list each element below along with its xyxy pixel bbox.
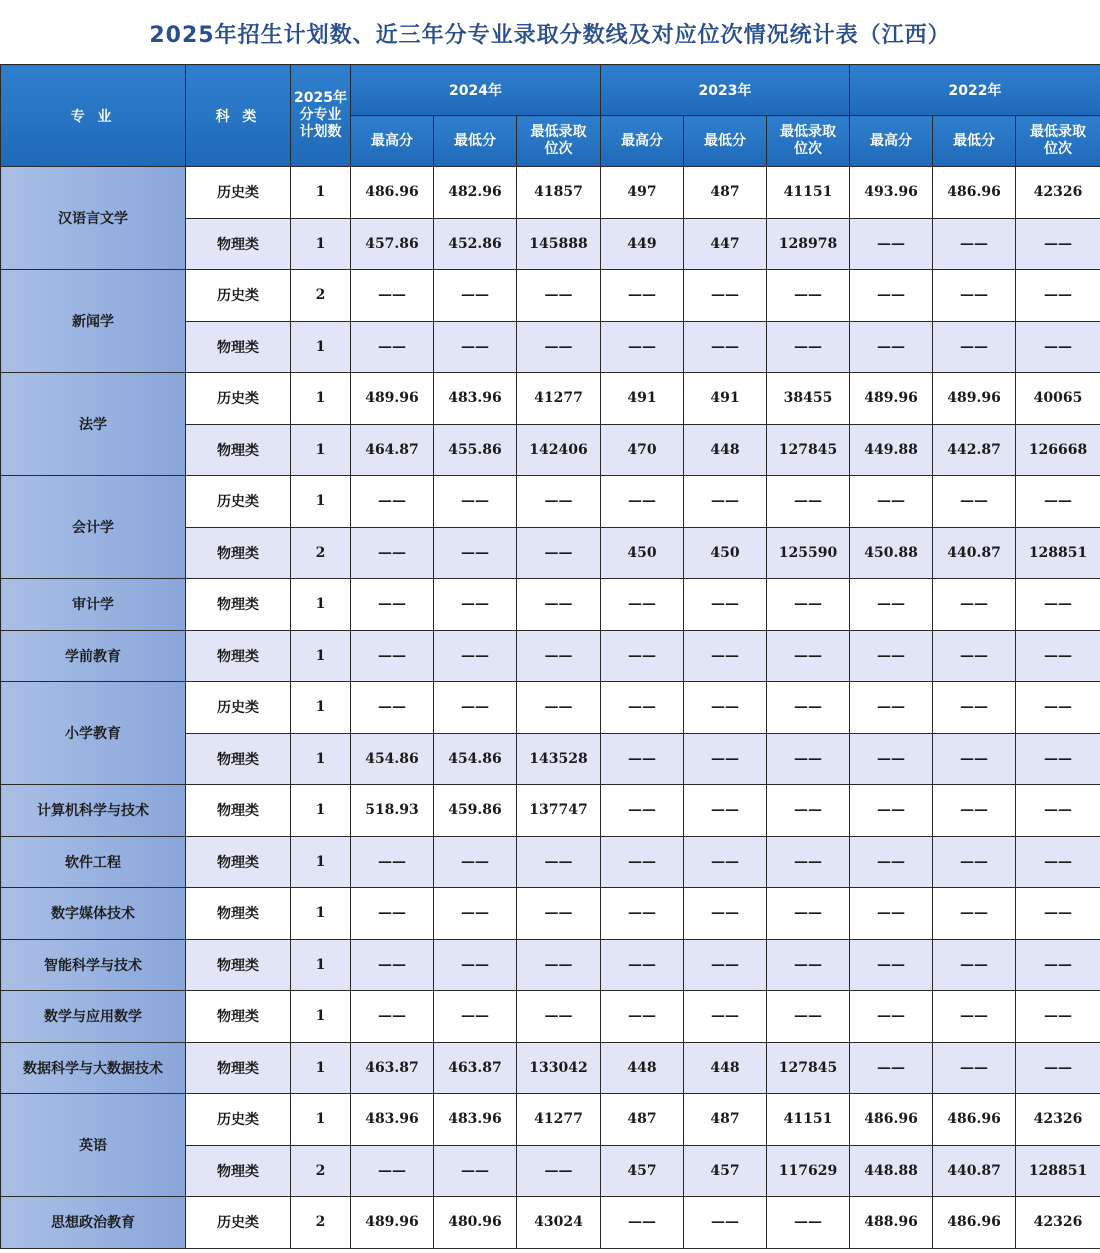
header-plan-line1: 2025年 xyxy=(294,90,347,106)
subject-category: 物理类 xyxy=(186,836,291,888)
plan-count: 2 xyxy=(291,1145,351,1197)
plan-count: 1 xyxy=(291,888,351,940)
table-row xyxy=(1,991,1100,1043)
min-rank-cell: —— xyxy=(767,270,850,322)
header-min-rank-line1: 最低录取 xyxy=(780,124,837,140)
plan-count: 1 xyxy=(291,630,351,682)
min-score-cell: 487 xyxy=(684,1094,767,1146)
min-score-cell: —— xyxy=(434,991,517,1043)
max-score-cell: —— xyxy=(601,888,684,940)
min-rank-cell: —— xyxy=(767,1197,850,1249)
min-score-cell: —— xyxy=(933,682,1016,734)
subject-category: 物理类 xyxy=(186,218,291,270)
min-rank-cell: —— xyxy=(1016,1042,1100,1094)
min-rank-cell: —— xyxy=(767,630,850,682)
max-score-cell: —— xyxy=(351,991,434,1043)
max-score-cell: 487 xyxy=(601,1094,684,1146)
plan-count: 1 xyxy=(291,424,351,476)
header-category: 科 类 xyxy=(186,65,291,167)
min-score-cell: —— xyxy=(684,476,767,528)
major-name: 智能科学与技术 xyxy=(1,939,186,991)
min-score-cell: —— xyxy=(684,270,767,322)
min-score-cell: 483.96 xyxy=(434,373,517,425)
min-score-cell: —— xyxy=(933,785,1016,837)
max-score-cell: —— xyxy=(351,939,434,991)
major-name: 新闻学 xyxy=(1,270,186,373)
min-rank-cell: 125590 xyxy=(767,527,850,579)
min-score-cell: 448 xyxy=(684,424,767,476)
max-score-cell: —— xyxy=(850,682,933,734)
subject-category: 历史类 xyxy=(186,1197,291,1249)
header-min-rank-line1: 最低录取 xyxy=(1030,124,1087,140)
min-rank-cell: 137747 xyxy=(517,785,601,837)
subject-category: 物理类 xyxy=(186,424,291,476)
min-score-cell: 452.86 xyxy=(434,218,517,270)
table-body xyxy=(1,167,1100,1249)
min-score-cell: —— xyxy=(933,888,1016,940)
min-rank-cell: 41151 xyxy=(767,167,850,219)
min-score-cell: 487 xyxy=(684,167,767,219)
table-row xyxy=(1,888,1100,940)
max-score-cell: —— xyxy=(351,476,434,528)
plan-count: 1 xyxy=(291,321,351,373)
header-min-rank xyxy=(517,116,601,167)
major-name: 数字媒体技术 xyxy=(1,888,186,940)
min-score-cell: 450 xyxy=(684,527,767,579)
min-score-cell: 455.86 xyxy=(434,424,517,476)
min-rank-cell: 117629 xyxy=(767,1145,850,1197)
min-score-cell: 491 xyxy=(684,373,767,425)
table-row xyxy=(1,682,1100,734)
subject-category: 历史类 xyxy=(186,167,291,219)
max-score-cell: —— xyxy=(351,270,434,322)
subject-category: 物理类 xyxy=(186,527,291,579)
subject-category: 历史类 xyxy=(186,1094,291,1146)
min-rank-cell: —— xyxy=(767,991,850,1043)
min-rank-cell: 128978 xyxy=(767,218,850,270)
max-score-cell: —— xyxy=(351,321,434,373)
max-score-cell: 449 xyxy=(601,218,684,270)
max-score-cell: 483.96 xyxy=(351,1094,434,1146)
subject-category: 物理类 xyxy=(186,785,291,837)
max-score-cell: 464.87 xyxy=(351,424,434,476)
header-max-score: 最高分 xyxy=(850,116,933,167)
table-row xyxy=(1,373,1100,425)
min-rank-cell: —— xyxy=(1016,991,1100,1043)
min-score-cell: —— xyxy=(434,939,517,991)
min-rank-cell: —— xyxy=(767,939,850,991)
major-name: 小学教育 xyxy=(1,682,186,785)
plan-count: 1 xyxy=(291,218,351,270)
subject-category: 历史类 xyxy=(186,682,291,734)
max-score-cell: 486.96 xyxy=(351,167,434,219)
max-score-cell: —— xyxy=(850,733,933,785)
table-row xyxy=(1,579,1100,631)
major-name: 数学与应用数学 xyxy=(1,991,186,1043)
min-rank-cell: 142406 xyxy=(517,424,601,476)
min-score-cell: 440.87 xyxy=(933,527,1016,579)
min-score-cell: 454.86 xyxy=(434,733,517,785)
subject-category: 物理类 xyxy=(186,630,291,682)
max-score-cell: 448.88 xyxy=(850,1145,933,1197)
major-name: 计算机科学与技术 xyxy=(1,785,186,837)
max-score-cell: —— xyxy=(601,785,684,837)
subject-category: 物理类 xyxy=(186,733,291,785)
min-score-cell: 457 xyxy=(684,1145,767,1197)
subject-category: 物理类 xyxy=(186,1042,291,1094)
max-score-cell: —— xyxy=(601,579,684,631)
min-rank-cell: —— xyxy=(767,579,850,631)
plan-count: 2 xyxy=(291,270,351,322)
min-score-cell: —— xyxy=(434,630,517,682)
max-score-cell: —— xyxy=(601,1197,684,1249)
max-score-cell: —— xyxy=(850,888,933,940)
min-score-cell: —— xyxy=(434,476,517,528)
max-score-cell: —— xyxy=(351,888,434,940)
min-rank-cell: —— xyxy=(1016,785,1100,837)
table-row xyxy=(1,785,1100,837)
plan-count: 1 xyxy=(291,1094,351,1146)
min-rank-cell: 42326 xyxy=(1016,1197,1100,1249)
plan-count: 1 xyxy=(291,1042,351,1094)
max-score-cell: —— xyxy=(850,991,933,1043)
min-rank-cell: —— xyxy=(517,476,601,528)
min-rank-cell: —— xyxy=(1016,476,1100,528)
major-name: 法学 xyxy=(1,373,186,476)
subject-category: 物理类 xyxy=(186,991,291,1043)
table-row xyxy=(1,167,1100,219)
min-rank-cell: —— xyxy=(517,888,601,940)
min-score-cell: —— xyxy=(684,991,767,1043)
max-score-cell: —— xyxy=(601,733,684,785)
max-score-cell: —— xyxy=(601,682,684,734)
min-score-cell: 480.96 xyxy=(434,1197,517,1249)
header-min-rank-line2: 位次 xyxy=(544,141,573,157)
min-rank-cell: —— xyxy=(1016,836,1100,888)
min-rank-cell: —— xyxy=(517,1145,601,1197)
min-score-cell: —— xyxy=(684,579,767,631)
page-title: 2025年招生计划数、近三年分专业录取分数线及对应位次情况统计表（江西） xyxy=(0,0,1100,66)
min-score-cell: —— xyxy=(434,888,517,940)
min-score-cell: —— xyxy=(933,579,1016,631)
table-row xyxy=(1,270,1100,322)
min-rank-cell: —— xyxy=(767,476,850,528)
max-score-cell: —— xyxy=(351,630,434,682)
min-score-cell: 442.87 xyxy=(933,424,1016,476)
min-rank-cell: 42326 xyxy=(1016,1094,1100,1146)
min-score-cell: —— xyxy=(933,630,1016,682)
header-year-2024: 2024年 xyxy=(351,65,601,116)
min-score-cell: 482.96 xyxy=(434,167,517,219)
max-score-cell: —— xyxy=(850,630,933,682)
plan-count: 1 xyxy=(291,991,351,1043)
min-rank-cell: —— xyxy=(1016,733,1100,785)
min-rank-cell: 127845 xyxy=(767,1042,850,1094)
max-score-cell: 488.96 xyxy=(850,1197,933,1249)
min-score-cell: —— xyxy=(933,991,1016,1043)
min-rank-cell: 127845 xyxy=(767,424,850,476)
min-rank-cell: —— xyxy=(517,270,601,322)
subject-category: 历史类 xyxy=(186,373,291,425)
min-score-cell: 459.86 xyxy=(434,785,517,837)
min-score-cell: —— xyxy=(434,270,517,322)
max-score-cell: —— xyxy=(351,682,434,734)
table-row xyxy=(1,939,1100,991)
max-score-cell: 518.93 xyxy=(351,785,434,837)
min-score-cell: —— xyxy=(684,836,767,888)
max-score-cell: —— xyxy=(850,785,933,837)
max-score-cell: 489.96 xyxy=(850,373,933,425)
min-rank-cell: 42326 xyxy=(1016,167,1100,219)
min-rank-cell: —— xyxy=(1016,321,1100,373)
min-rank-cell: —— xyxy=(1016,579,1100,631)
min-rank-cell: —— xyxy=(767,888,850,940)
min-score-cell: —— xyxy=(434,527,517,579)
header-max-score: 最高分 xyxy=(351,116,434,167)
max-score-cell: —— xyxy=(351,1145,434,1197)
admission-stats-table xyxy=(0,64,1100,1249)
plan-count: 2 xyxy=(291,1197,351,1249)
min-score-cell: —— xyxy=(684,321,767,373)
max-score-cell: —— xyxy=(601,991,684,1043)
min-rank-cell: —— xyxy=(517,321,601,373)
major-name: 会计学 xyxy=(1,476,186,579)
min-rank-cell: 41857 xyxy=(517,167,601,219)
max-score-cell: 491 xyxy=(601,373,684,425)
min-rank-cell: —— xyxy=(1016,218,1100,270)
min-score-cell: 489.96 xyxy=(933,373,1016,425)
min-score-cell: —— xyxy=(933,836,1016,888)
min-rank-cell: 145888 xyxy=(517,218,601,270)
plan-count: 2 xyxy=(291,527,351,579)
min-rank-cell: 41151 xyxy=(767,1094,850,1146)
min-score-cell: 440.87 xyxy=(933,1145,1016,1197)
min-rank-cell: 128851 xyxy=(1016,1145,1100,1197)
min-score-cell: —— xyxy=(684,630,767,682)
max-score-cell: —— xyxy=(601,476,684,528)
table-row xyxy=(1,1197,1100,1249)
major-name: 英语 xyxy=(1,1094,186,1197)
min-rank-cell: 38455 xyxy=(767,373,850,425)
min-score-cell: —— xyxy=(933,476,1016,528)
plan-count: 1 xyxy=(291,682,351,734)
min-rank-cell: —— xyxy=(1016,888,1100,940)
header-plan-line3: 计划数 xyxy=(299,124,342,140)
plan-count: 1 xyxy=(291,733,351,785)
header-min-score: 最低分 xyxy=(933,116,1016,167)
min-rank-cell: 41277 xyxy=(517,1094,601,1146)
min-score-cell: 486.96 xyxy=(933,1094,1016,1146)
min-score-cell: —— xyxy=(684,939,767,991)
max-score-cell: —— xyxy=(601,939,684,991)
header-max-score: 最高分 xyxy=(601,116,684,167)
header-min-rank-line1: 最低录取 xyxy=(530,124,587,140)
header-min-rank-line2: 位次 xyxy=(1044,141,1073,157)
subject-category: 物理类 xyxy=(186,579,291,631)
min-score-cell: 447 xyxy=(684,218,767,270)
subject-category: 物理类 xyxy=(186,939,291,991)
plan-count: 1 xyxy=(291,836,351,888)
subject-category: 历史类 xyxy=(186,476,291,528)
max-score-cell: 450 xyxy=(601,527,684,579)
min-score-cell: 483.96 xyxy=(434,1094,517,1146)
max-score-cell: 497 xyxy=(601,167,684,219)
min-score-cell: —— xyxy=(684,785,767,837)
min-rank-cell: 43024 xyxy=(517,1197,601,1249)
min-score-cell: —— xyxy=(933,1042,1016,1094)
max-score-cell: —— xyxy=(601,630,684,682)
max-score-cell: —— xyxy=(601,270,684,322)
major-name: 学前教育 xyxy=(1,630,186,682)
min-rank-cell: —— xyxy=(517,579,601,631)
plan-count: 1 xyxy=(291,476,351,528)
header-year-2022: 2022年 xyxy=(850,65,1100,116)
max-score-cell: 470 xyxy=(601,424,684,476)
header-min-rank xyxy=(767,116,850,167)
min-score-cell: —— xyxy=(933,270,1016,322)
min-score-cell: 463.87 xyxy=(434,1042,517,1094)
major-name: 思想政治教育 xyxy=(1,1197,186,1249)
subject-category: 历史类 xyxy=(186,270,291,322)
min-rank-cell: 133042 xyxy=(517,1042,601,1094)
max-score-cell: 450.88 xyxy=(850,527,933,579)
table-row xyxy=(1,630,1100,682)
subject-category: 物理类 xyxy=(186,321,291,373)
min-score-cell: —— xyxy=(933,733,1016,785)
max-score-cell: —— xyxy=(351,579,434,631)
min-rank-cell: —— xyxy=(1016,630,1100,682)
min-rank-cell: —— xyxy=(1016,939,1100,991)
min-score-cell: —— xyxy=(684,682,767,734)
min-rank-cell: —— xyxy=(517,682,601,734)
plan-count: 1 xyxy=(291,167,351,219)
max-score-cell: —— xyxy=(351,527,434,579)
max-score-cell: —— xyxy=(351,836,434,888)
min-rank-cell: 143528 xyxy=(517,733,601,785)
max-score-cell: 463.87 xyxy=(351,1042,434,1094)
min-rank-cell: 40065 xyxy=(1016,373,1100,425)
min-rank-cell: 41277 xyxy=(517,373,601,425)
min-score-cell: —— xyxy=(933,321,1016,373)
header-min-score: 最低分 xyxy=(434,116,517,167)
min-score-cell: —— xyxy=(933,218,1016,270)
min-rank-cell: —— xyxy=(517,939,601,991)
header-min-rank xyxy=(1016,116,1100,167)
max-score-cell: —— xyxy=(850,579,933,631)
min-score-cell: —— xyxy=(684,733,767,785)
min-score-cell: —— xyxy=(434,1145,517,1197)
major-name: 数据科学与大数据技术 xyxy=(1,1042,186,1094)
max-score-cell: 489.96 xyxy=(351,373,434,425)
min-rank-cell: —— xyxy=(517,630,601,682)
min-rank-cell: —— xyxy=(517,991,601,1043)
min-rank-cell: —— xyxy=(767,321,850,373)
max-score-cell: —— xyxy=(850,476,933,528)
header-min-score: 最低分 xyxy=(684,116,767,167)
table-row xyxy=(1,836,1100,888)
max-score-cell: —— xyxy=(850,218,933,270)
max-score-cell: —— xyxy=(601,321,684,373)
min-rank-cell: —— xyxy=(767,785,850,837)
max-score-cell: 457 xyxy=(601,1145,684,1197)
min-rank-cell: 126668 xyxy=(1016,424,1100,476)
min-rank-cell: —— xyxy=(1016,682,1100,734)
min-rank-cell: —— xyxy=(767,733,850,785)
min-rank-cell: —— xyxy=(517,527,601,579)
table-row xyxy=(1,476,1100,528)
max-score-cell: 448 xyxy=(601,1042,684,1094)
max-score-cell: 454.86 xyxy=(351,733,434,785)
plan-count: 1 xyxy=(291,939,351,991)
max-score-cell: 489.96 xyxy=(351,1197,434,1249)
min-score-cell: —— xyxy=(434,321,517,373)
plan-count: 1 xyxy=(291,373,351,425)
min-score-cell: —— xyxy=(684,1197,767,1249)
header-plan-2025 xyxy=(291,65,351,167)
max-score-cell: 457.86 xyxy=(351,218,434,270)
max-score-cell: 486.96 xyxy=(850,1094,933,1146)
max-score-cell: —— xyxy=(850,321,933,373)
subject-category: 物理类 xyxy=(186,1145,291,1197)
major-name: 软件工程 xyxy=(1,836,186,888)
header-major: 专 业 xyxy=(1,65,186,167)
max-score-cell: —— xyxy=(850,1042,933,1094)
min-rank-cell: —— xyxy=(1016,270,1100,322)
major-name: 审计学 xyxy=(1,579,186,631)
min-rank-cell: —— xyxy=(517,836,601,888)
max-score-cell: —— xyxy=(850,270,933,322)
header-plan-line2: 分专业 xyxy=(299,107,342,123)
min-score-cell: 486.96 xyxy=(933,167,1016,219)
subject-category: 物理类 xyxy=(186,888,291,940)
table-row xyxy=(1,1094,1100,1146)
plan-count: 1 xyxy=(291,579,351,631)
min-score-cell: —— xyxy=(434,836,517,888)
min-rank-cell: —— xyxy=(767,836,850,888)
min-score-cell: —— xyxy=(434,579,517,631)
table-row xyxy=(1,1042,1100,1094)
min-score-cell: 448 xyxy=(684,1042,767,1094)
min-score-cell: —— xyxy=(933,939,1016,991)
min-score-cell: —— xyxy=(684,888,767,940)
max-score-cell: —— xyxy=(850,836,933,888)
max-score-cell: —— xyxy=(850,939,933,991)
max-score-cell: 493.96 xyxy=(850,167,933,219)
header-min-rank-line2: 位次 xyxy=(794,141,823,157)
plan-count: 1 xyxy=(291,785,351,837)
min-rank-cell: 128851 xyxy=(1016,527,1100,579)
major-name: 汉语言文学 xyxy=(1,167,186,270)
header-year-2023: 2023年 xyxy=(601,65,850,116)
min-rank-cell: —— xyxy=(767,682,850,734)
max-score-cell: —— xyxy=(601,836,684,888)
min-score-cell: 486.96 xyxy=(933,1197,1016,1249)
max-score-cell: 449.88 xyxy=(850,424,933,476)
min-score-cell: —— xyxy=(434,682,517,734)
